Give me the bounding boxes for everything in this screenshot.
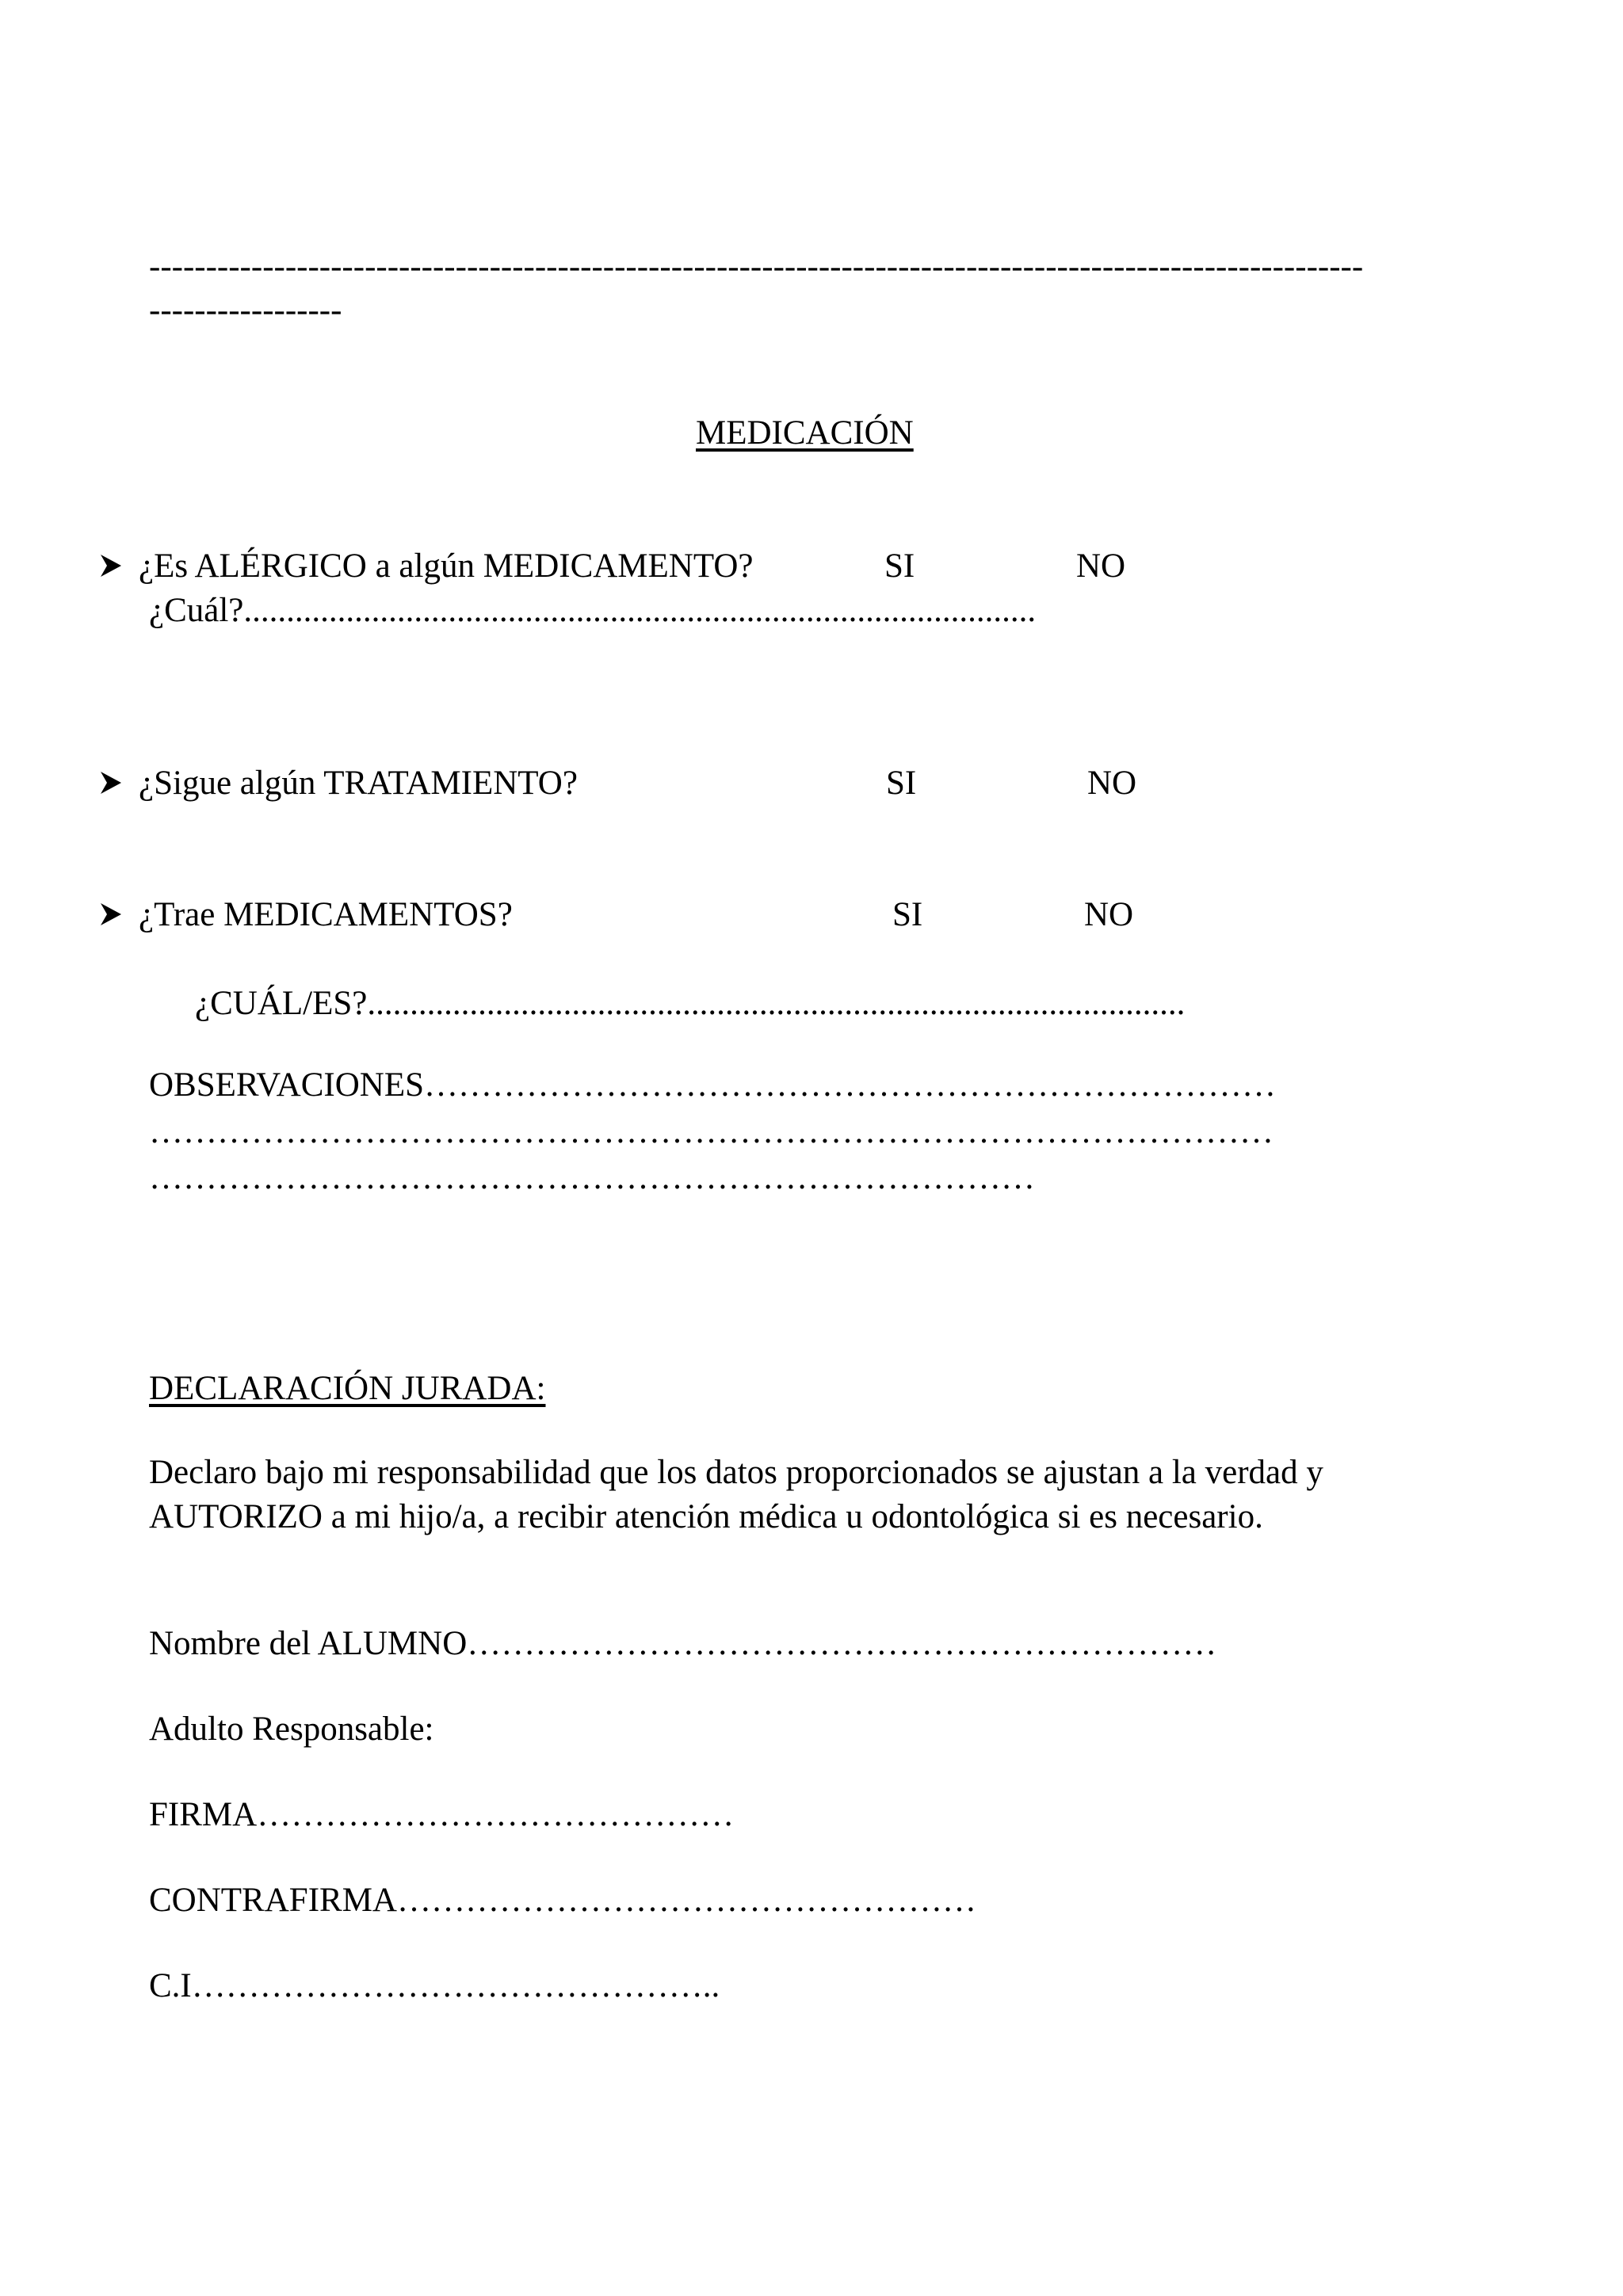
allergic-no-option[interactable]: NO (1076, 547, 1126, 585)
declaracion-text-line-1: Declaro bajo mi responsabilidad que los datos proporcionados se ajustan a la verdad y (149, 1454, 1323, 1491)
medications-which-field[interactable]: ¿CUÁL/ES?................................................................................................ (195, 985, 1186, 1022)
separator-line-2: ----------------- (149, 292, 342, 329)
countersignature-field[interactable]: CONTRAFIRMA…………………………………………… (149, 1882, 976, 1919)
medicacion-title: MEDICACIÓN (696, 414, 914, 452)
observaciones-line-1[interactable]: OBSERVACIONES………………………………………………………………… (149, 1066, 1277, 1104)
question-treatment (99, 762, 578, 805)
declaracion-text-line-2: AUTORIZO a mi hijo/a, a recibir atención médica u odontológica si es necesario. (149, 1498, 1263, 1535)
question-medications-text: ¿Trae MEDICAMENTOS? (139, 896, 513, 933)
treatment-no-option[interactable]: NO (1087, 765, 1137, 802)
allergic-yes-option[interactable]: SI (884, 547, 915, 585)
medications-no-option[interactable]: NO (1084, 896, 1134, 933)
separator-line-1: ----------------------------------------------------------------------------------------------------------- (149, 248, 1364, 285)
signature-field[interactable]: FIRMA…………………………………… (149, 1796, 735, 1833)
question-allergic-text: ¿Es ALÉRGICO a algún MEDICAMENTO? (139, 547, 754, 585)
question-allergic (99, 545, 754, 588)
arrow-bullet-icon (99, 894, 139, 936)
id-number-field[interactable]: C.I……………………………………….. (149, 1967, 720, 2004)
treatment-yes-option[interactable]: SI (886, 765, 917, 802)
medications-yes-option[interactable]: SI (892, 896, 923, 933)
question-medications (99, 894, 513, 936)
allergic-which-field[interactable]: ¿Cuál?............................................................................................. (149, 592, 1037, 629)
arrow-bullet-icon (99, 545, 139, 588)
declaracion-title: DECLARACIÓN JURADA: (149, 1370, 546, 1407)
observaciones-line-3[interactable]: …………………………………………………………………… (149, 1159, 1035, 1196)
question-treatment-text: ¿Sigue algún TRATAMIENTO? (139, 765, 578, 802)
student-name-field[interactable]: Nombre del ALUMNO………………………………………………………… (149, 1625, 1217, 1662)
observaciones-line-2[interactable]: ……………………………………………………………………………………… (149, 1113, 1274, 1150)
arrow-bullet-icon (99, 762, 139, 805)
responsible-adult-label: Adulto Responsable: (149, 1711, 434, 1748)
